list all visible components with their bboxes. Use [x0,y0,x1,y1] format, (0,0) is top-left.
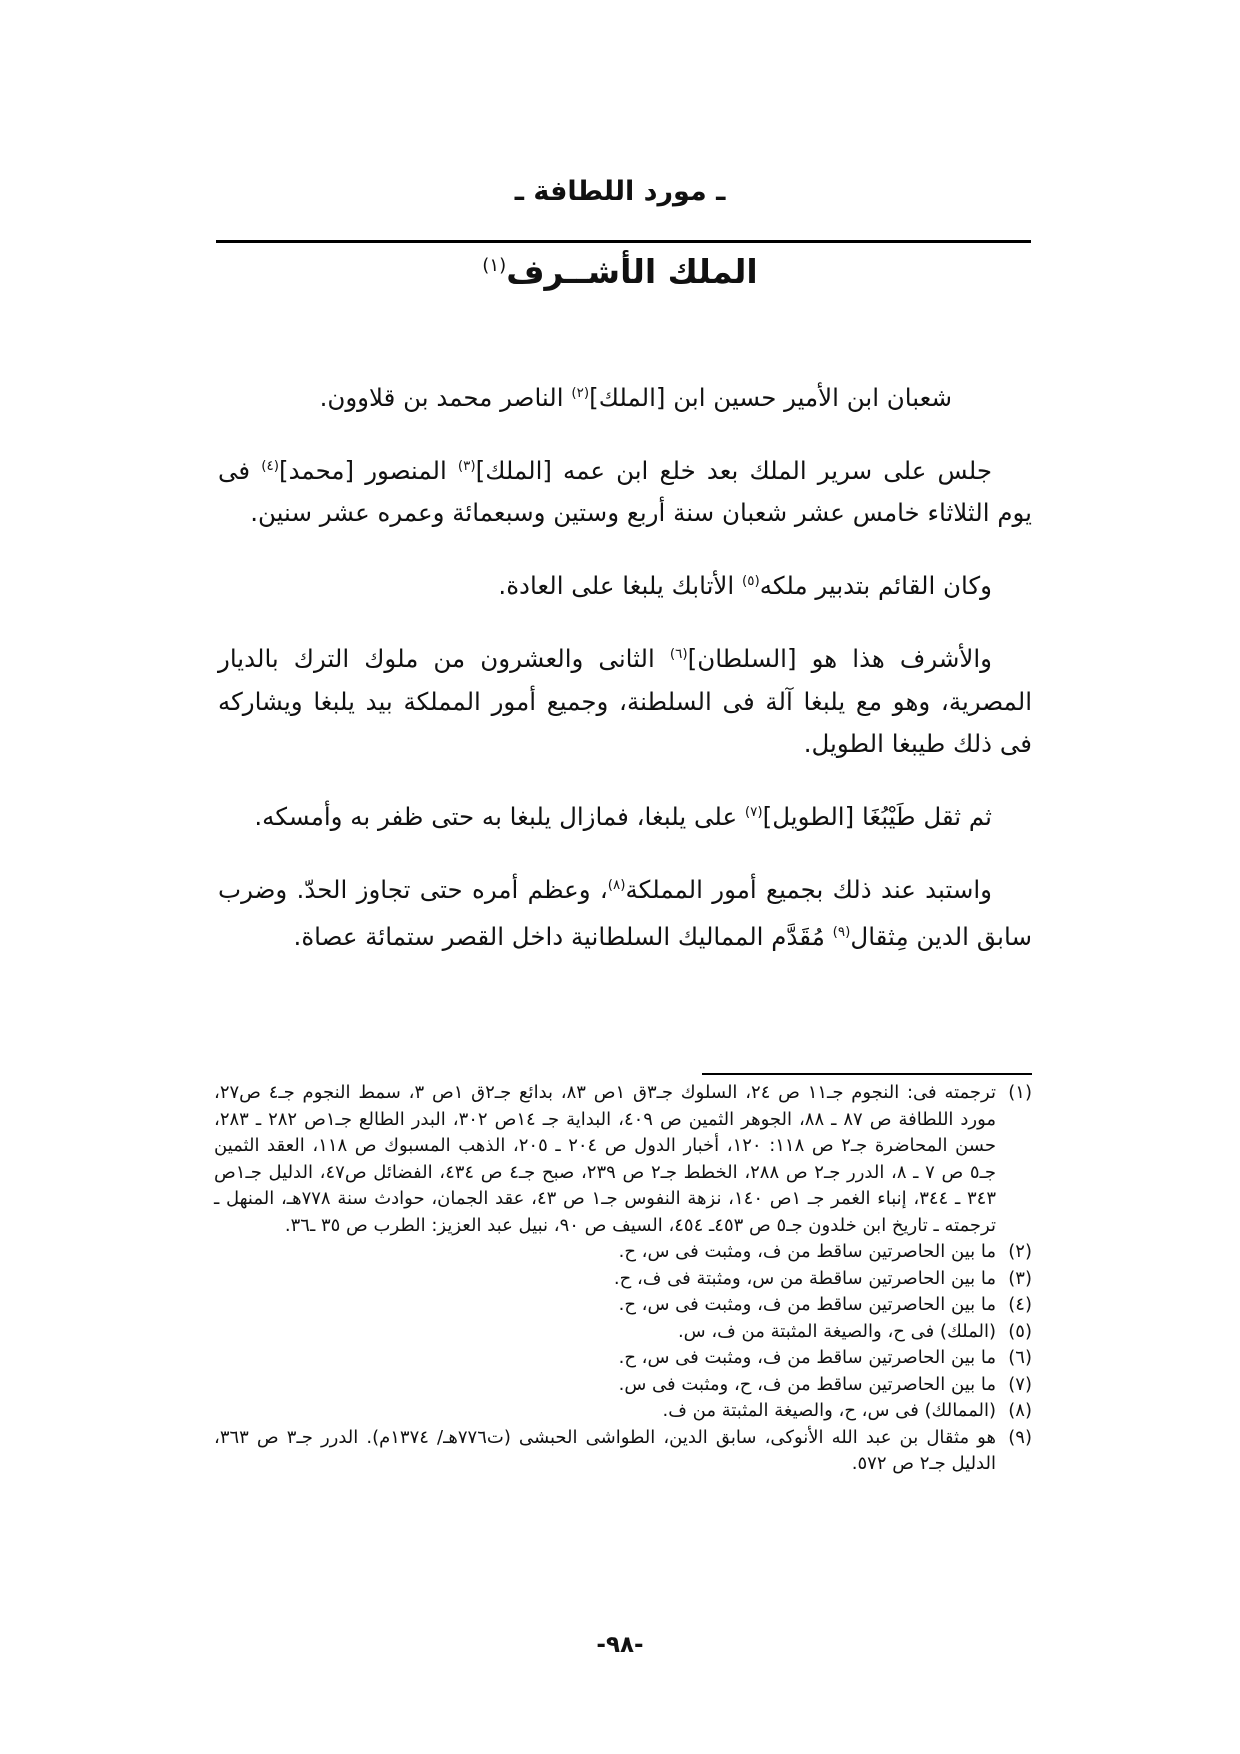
paragraph-text: مُقَدَّم المماليك السلطانية داخل القصر ستمائة عصاة. [293,922,833,952]
running-head: ـ مورد اللطافة ـ [514,176,726,207]
footnote-number: (١) [1008,1082,1032,1103]
footnote [214,1345,1032,1372]
footnote [214,1239,1032,1266]
footnotes [214,1080,1032,1478]
footnote-ref: (٩) [832,923,851,940]
paragraph-text: والأشرف هذا هو [السلطان] [687,644,992,674]
footnote [214,1080,1032,1239]
header-rule [216,240,1031,243]
paragraph-text: وكان القائم بتدبير ملكه [759,571,992,601]
footnote [214,1292,1032,1319]
paragraph [218,864,1032,958]
footnote-number: (٦) [1008,1347,1032,1368]
chapter-title [0,252,1240,291]
footnote-ref: (٧) [744,803,763,820]
footnote-ref: (٣) [457,458,476,475]
paragraph-text: ثم ثقل طَيْبُغَا [الطويل] [762,801,992,831]
paragraph-text: فى يوم الثلاثاء خامس عشر شعبان سنة أربع وستين وسبعمائة وعمره عشر سنين. [218,456,1032,528]
footnote-number: (٥) [1008,1320,1032,1342]
footnote [214,1266,1032,1293]
paragraph-text: الأتابك يلبغا على العادة. [498,571,742,601]
paragraph [218,791,1032,838]
footnote [214,1372,1032,1399]
footnote-text: هو مثقال بن عبد الله الأنوكى، سابق الدين، الطواشى الحبشى (ت٧٧٦هـ/ ١٣٧٤م). الدرر جـ٣ ص ٣٦٣، الدليل جـ٢ ص ٥٧٢. [214,1426,996,1474]
footnote-number: (٨) [1008,1400,1032,1421]
paragraph-text: الثانى والعشرون من ملوك الترك بالديار المصرية، وهو مع يلبغا آلة فى السلطنة، وجميع أمور المملكة بيد يلبغا ويشاركه فى ذلك طيبغا الطويل. [218,644,1032,758]
chapter-title-text: الملك الأشــرف [506,252,758,291]
footnote-rule [702,1073,1032,1075]
footnote-number: (٣) [1008,1267,1032,1289]
footnote-number: (٧) [1008,1373,1032,1395]
paragraph-text: واستبد عند ذلك بجميع أمور المملكة [625,874,992,904]
footnote [214,1398,1032,1425]
footnote-text: ترجمته فى: النجوم جـ١١ ص ٢٤، السلوك جـ٣ق ١ص ٨٣، بدائع جـ٢ق ١ص ٣، سمط النجوم جـ٤ ص٢٧، مورد اللطافة ص ٨٧ ـ ٨٨، الجوهر الثمين ص ٤٠٩، البداية جـ ١٤ص ٣٠٢، البدر الطالع جـ١ص ٢٨٢ ـ ٢٨٣، حسن المحاضرة جـ٢ ص ١١٨: ١٢٠، أخبار الدول ص ٢٠٤ ـ ٢٠٥، الذهب المسبوك ص ١١٨، العقد الثمين جـ٥ ص ٧ ـ ٨، الدرر جـ٢ ص ٢٨٨، الخطط جـ٢ ص ٢٣٩، صبح جـ٤ ص ٤٣٤، الفضائل ص٤٧، الدليل جـ١ص ٣٤٣ ـ ٣٤٤، إنباء الغمر جـ ١ص ١٤٠، نزهة النفوس جـ١ ص ٤٣، عقد الجمان، حوادث سنة ٧٧٨هـ، المنهل ـ ترجمته ـ تاريخ ابن خلدون جـ٥ ص ٤٥٣ـ ٤٥٤، السيف ص ٩٠، نبيل عبد العزيز: الطرب ص ٣٥ ـ٣٦. [214,1082,997,1236]
page-number: -٩٨- [596,1632,644,1658]
footnote-ref: (٢) [571,385,590,401]
paragraph-text: ، وعظم أمره حتى تجاوز الحدّ. وضرب سابق الدين مِثقال [218,874,1032,952]
footnote-number: (٤) [1008,1294,1032,1315]
paragraph [218,372,1032,419]
footnote-ref: (٤) [261,458,280,475]
footnote-text: ما بين الحاصرتين ساقطة من س، ومثبتة فى ف، ح. [613,1267,996,1289]
paragraph-text: شعبان ابن الأمير حسين ابن [الملك] [589,383,952,413]
footnote-text: ما بين الحاصرتين ساقط من ف، ح، ومثبت فى س. [618,1373,996,1395]
paragraph [218,445,1032,534]
footnote-text: ما بين الحاصرتين ساقط من ف، ومثبت فى س، ح. [618,1294,996,1315]
paragraph [218,560,1032,607]
footnote-number: (٢) [1008,1241,1032,1262]
footnote-text: (الملك) فى ح، والصيغة المثبتة من ف، س. [677,1320,996,1342]
footnote-text: ما بين الحاصرتين ساقط من ف، ومثبت فى س، ح. [618,1241,996,1262]
footnote [214,1425,1032,1478]
footnote [214,1319,1032,1346]
footnote-number: (٩) [1008,1426,1032,1448]
paragraph-text: المنصور [محمد] [279,456,458,486]
paragraph-text: الناصر محمد بن قلاوون. [319,383,572,413]
footnote-ref: (١) [482,255,507,276]
footnote-text: ما بين الحاصرتين ساقط من ف، ومثبت فى س، ح. [618,1347,996,1368]
main-text [218,372,1032,958]
footnote-ref: (٥) [741,573,760,590]
footnote-ref: (٦) [669,646,688,663]
footnote-ref: (٨) [607,876,626,893]
paragraph-text: جلس على سرير الملك بعد خلع ابن عمه [الملك] [475,456,993,486]
footnote-text: (الممالك) فى س، ح، والصيغة المثبتة من ف. [662,1400,996,1421]
paragraph [218,633,1032,764]
paragraph-text: على يلبغا، فمازال يلبغا به حتى ظفر به وأمسكه. [254,801,745,831]
